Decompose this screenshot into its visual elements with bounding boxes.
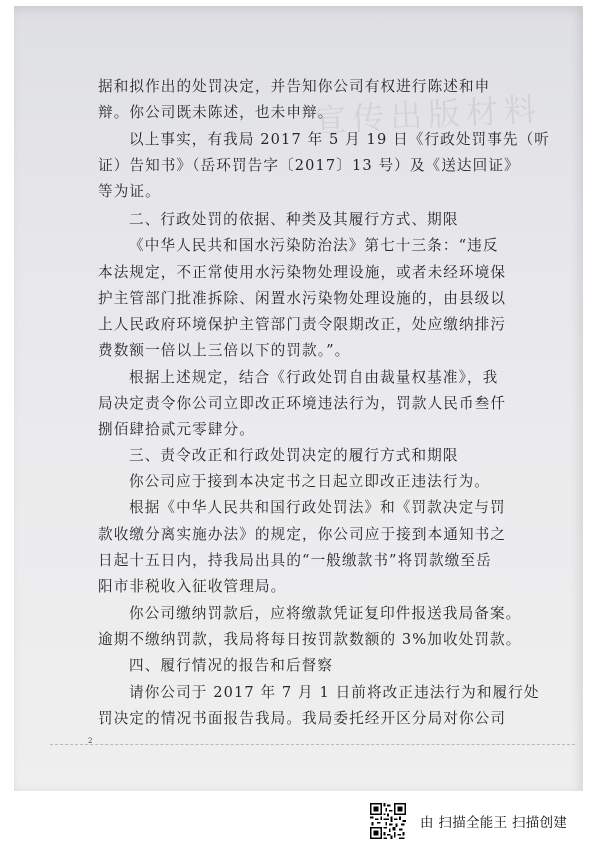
text-line: 以上事实，有我局 2017 年 5 月 19 日《行政处罚事先（听 — [129, 131, 551, 148]
text-line: 日起十五日内，持我局出具的“一般缴款书”将罚款缴至岳 — [98, 552, 492, 569]
section-heading: 四、履行情况的报告和后督察 — [129, 657, 334, 674]
text-line: 逾期不缴纳罚款，我局将每日按罚款数额的 3%加收处罚款。 — [98, 631, 522, 648]
page-number: 2 — [88, 737, 93, 745]
text-line: 根据上述规定，结合《行政处罚自由裁量权基准》，我 — [129, 369, 499, 386]
scanned-photo — [14, 6, 583, 791]
text-line: 捌佰肆拾贰元零肆分。 — [98, 421, 255, 438]
text-line: 辩。你公司既未陈述，也未申辩。 — [98, 104, 334, 121]
section-heading: 二、行政处罚的依据、种类及其履行方式、期限 — [129, 211, 459, 228]
text-line: 根据《中华人民共和国行政处罚法》和《罚款决定与罚 — [129, 499, 506, 516]
text-line: 你公司缴纳罚款后，应将缴款凭证复印件报送我局备案。 — [129, 605, 522, 622]
footer-divider — [50, 744, 575, 745]
text-line: 上人民政府环境保护主管部门责令限期改正，处应缴纳排污 — [98, 316, 507, 333]
scanner-footer — [370, 803, 567, 839]
text-line: 款收缴分离实施办法》的规定，你公司应于接到本通知书之 — [98, 526, 507, 543]
text-line: 局决定责令你公司立即改正环境违法行为，罚款人民币叁仟 — [98, 395, 507, 412]
text-line: 据和拟作出的处罚决定，并告知你公司有权进行陈述和申 — [98, 78, 491, 95]
text-line: 费数额一倍以上三倍以下的罚款。”。 — [98, 342, 351, 359]
text-line: 证）告知书》（岳环罚告字〔2017〕13 号）及《送达回证》 — [98, 157, 520, 174]
text-line: 罚决定的情况书面报告我局。我局委托经开区分局对你公司 — [98, 710, 507, 727]
text-line: 《中华人民共和国水污染防治法》第七十三条：“违反 — [129, 237, 499, 254]
text-line: 护主管部门批准拆除、闲置水污染物处理设施的，由县级以 — [98, 290, 507, 307]
text-line: 请你公司于 2017 年 7 月 1 日前将改正违法行为和履行处 — [129, 684, 540, 701]
section-heading: 三、责令改正和行政处罚决定的履行方式和期限 — [129, 447, 459, 464]
text-line: 阳市非税收入征收管理局。 — [98, 578, 287, 595]
qr-code-icon — [370, 803, 406, 839]
watermark: 宣传出版材料 — [313, 90, 543, 140]
text-line: 等为证。 — [98, 183, 161, 200]
text-line: 本法规定，不正常使用水污染物处理设施，或者未经环境保 — [98, 264, 507, 281]
text-line: 你公司应于接到本决定书之日起立即改正违法行为。 — [129, 473, 490, 490]
scanner-credit-text: 由 扫描全能王 扫描创建 — [420, 815, 568, 831]
